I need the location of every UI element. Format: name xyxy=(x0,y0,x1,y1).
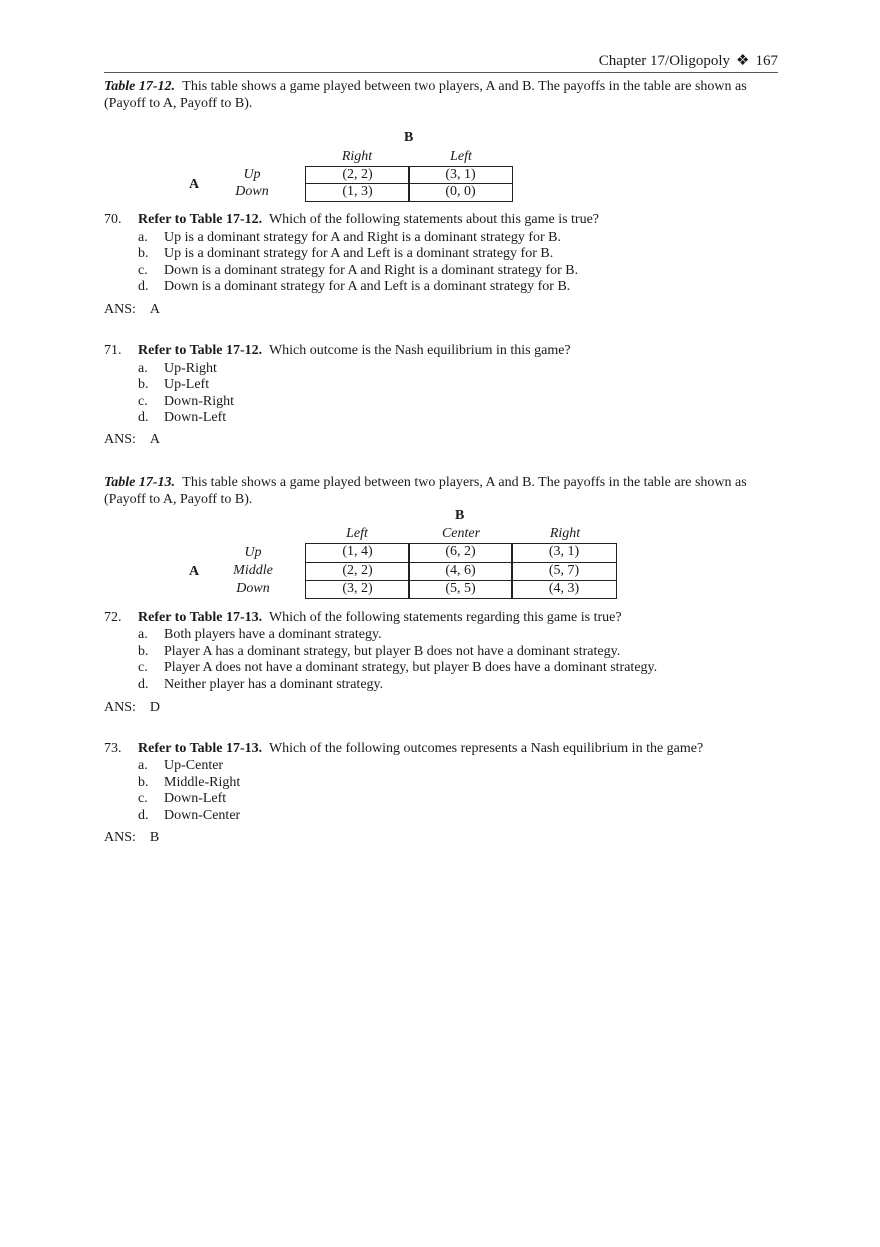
option-letter: d. xyxy=(138,808,149,823)
option-letter: d. xyxy=(138,410,149,425)
answer-value: A xyxy=(149,432,161,447)
payoff-cell: (2, 2) xyxy=(305,166,410,184)
answer-option xyxy=(138,775,240,791)
answer-option xyxy=(138,279,570,295)
table-13-description: This table shows a game played between two players, A and B. The payoffs in the table are shown as (Payoff to A, Payoff to B). xyxy=(104,475,747,507)
table-13-intro xyxy=(104,474,776,508)
option-letter: b. xyxy=(138,775,149,790)
col-header: Right xyxy=(341,149,373,164)
option-text: Down-Center xyxy=(164,808,241,823)
col-header: Center xyxy=(441,526,481,541)
payoff-cell: (3, 1) xyxy=(408,166,513,184)
question-number: 71. xyxy=(104,343,122,358)
option-text: Up is a dominant strategy for A and Left is a dominant strategy for B. xyxy=(164,246,554,261)
col-header: Left xyxy=(346,526,368,541)
answer-label: ANS: xyxy=(104,302,136,317)
answer-option xyxy=(138,758,223,774)
option-text: Neither player has a dominant strategy. xyxy=(164,677,384,692)
option-text: Down-Left xyxy=(164,791,227,806)
answer-option xyxy=(138,230,561,246)
table-reference: Refer to Table 17-13. xyxy=(138,741,263,756)
answer-value: A xyxy=(149,302,161,317)
option-letter: c. xyxy=(138,394,148,409)
page-header xyxy=(104,52,778,73)
option-text: Down-Left xyxy=(164,410,227,425)
question-text xyxy=(138,343,778,359)
option-letter: a. xyxy=(138,627,148,642)
payoff-cell: (2, 2) xyxy=(305,562,410,582)
answer-option xyxy=(138,791,226,807)
answer-option xyxy=(138,677,383,693)
option-text: Player A does not have a dominant strategy, but player B does have a dominant strategy. xyxy=(164,660,658,675)
table-12-label: Table 17-12. xyxy=(104,79,176,94)
answer-option xyxy=(138,377,209,393)
question-prompt: Which of the following outcomes represents a Nash equilibrium in the game? xyxy=(268,741,704,756)
option-text: Both players have a dominant strategy. xyxy=(164,627,382,642)
answer-option xyxy=(138,246,553,262)
answer-key xyxy=(104,302,160,318)
option-letter: a. xyxy=(138,758,148,773)
player-a-label: A xyxy=(189,564,200,579)
diamond-icon: ❖ xyxy=(736,53,750,69)
payoff-cell: (4, 6) xyxy=(408,562,513,582)
payoff-cell: (5, 5) xyxy=(408,580,513,600)
option-letter: d. xyxy=(138,279,149,294)
payoff-cell: (6, 2) xyxy=(408,543,513,563)
payoff-cell: (1, 3) xyxy=(305,183,410,202)
answer-option xyxy=(138,410,226,426)
answer-option xyxy=(138,627,382,643)
question-number: 72. xyxy=(104,610,122,625)
option-letter: c. xyxy=(138,660,148,675)
payoff-cell: (1, 4) xyxy=(305,543,410,563)
option-letter: c. xyxy=(138,791,148,806)
option-text: Down is a dominant strategy for A and Right is a dominant strategy for B. xyxy=(164,263,579,278)
table-reference: Refer to Table 17-12. xyxy=(138,343,263,358)
option-text: Up-Left xyxy=(164,377,210,392)
question-prompt: Which of the following statements about this game is true? xyxy=(268,212,600,227)
answer-option xyxy=(138,394,234,410)
row-header: Up xyxy=(243,167,261,182)
table-reference: Refer to Table 17-13. xyxy=(138,610,263,625)
answer-label: ANS: xyxy=(104,700,136,715)
question-text xyxy=(138,610,778,626)
option-letter: c. xyxy=(138,263,148,278)
payoff-cell: (0, 0) xyxy=(408,183,513,202)
answer-option xyxy=(138,808,240,824)
question-text xyxy=(138,741,778,757)
player-a-label: A xyxy=(189,177,200,192)
payoff-cell: (4, 3) xyxy=(511,580,617,600)
payoff-cell: (5, 7) xyxy=(511,562,617,582)
table-reference: Refer to Table 17-12. xyxy=(138,212,263,227)
row-header: Down xyxy=(236,581,270,596)
question-number: 73. xyxy=(104,741,122,756)
page-number: 167 xyxy=(755,53,778,69)
row-header: Down xyxy=(235,184,269,199)
option-text: Middle-Right xyxy=(164,775,241,790)
answer-label: ANS: xyxy=(104,432,136,447)
col-header: Left xyxy=(450,149,472,164)
payoff-cell: (3, 1) xyxy=(511,543,617,563)
row-header: Up xyxy=(244,545,262,560)
option-text: Down is a dominant strategy for A and Left is a dominant strategy for B. xyxy=(164,279,571,294)
answer-label: ANS: xyxy=(104,830,136,845)
player-b-label: B xyxy=(404,130,414,145)
question-text xyxy=(138,212,778,228)
option-text: Player A has a dominant strategy, but player B does not have a dominant strategy. xyxy=(164,644,621,659)
answer-option xyxy=(138,361,217,377)
option-letter: b. xyxy=(138,644,149,659)
option-text: Up is a dominant strategy for A and Right is a dominant strategy for B. xyxy=(164,230,561,245)
answer-option xyxy=(138,644,620,660)
table-13-label: Table 17-13. xyxy=(104,475,176,490)
option-text: Up-Center xyxy=(164,758,224,773)
col-header: Right xyxy=(549,526,581,541)
answer-value: D xyxy=(149,700,161,715)
question-prompt: Which outcome is the Nash equilibrium in this game? xyxy=(268,343,571,358)
answer-key xyxy=(104,830,159,846)
answer-key xyxy=(104,700,160,716)
option-letter: d. xyxy=(138,677,149,692)
option-text: Up-Right xyxy=(164,361,217,376)
answer-value: B xyxy=(149,830,160,845)
row-header: Middle xyxy=(233,563,273,578)
option-letter: a. xyxy=(138,361,148,376)
table-12-description: This table shows a game played between two players, A and B. The payoffs in the table are shown as (Payoff to A, Payoff to B). xyxy=(104,79,747,111)
chapter-title: Chapter 17/Oligopoly xyxy=(598,53,731,69)
answer-option xyxy=(138,660,657,676)
option-letter: b. xyxy=(138,246,149,261)
answer-option xyxy=(138,263,578,279)
option-text: Down-Right xyxy=(164,394,234,409)
table-12-intro xyxy=(104,78,776,112)
question-prompt: Which of the following statements regarding this game is true? xyxy=(268,610,622,625)
answer-key xyxy=(104,432,160,448)
option-letter: a. xyxy=(138,230,148,245)
payoff-cell: (3, 2) xyxy=(305,580,410,600)
question-number: 70. xyxy=(104,212,122,227)
option-letter: b. xyxy=(138,377,149,392)
player-b-label: B xyxy=(455,508,465,523)
